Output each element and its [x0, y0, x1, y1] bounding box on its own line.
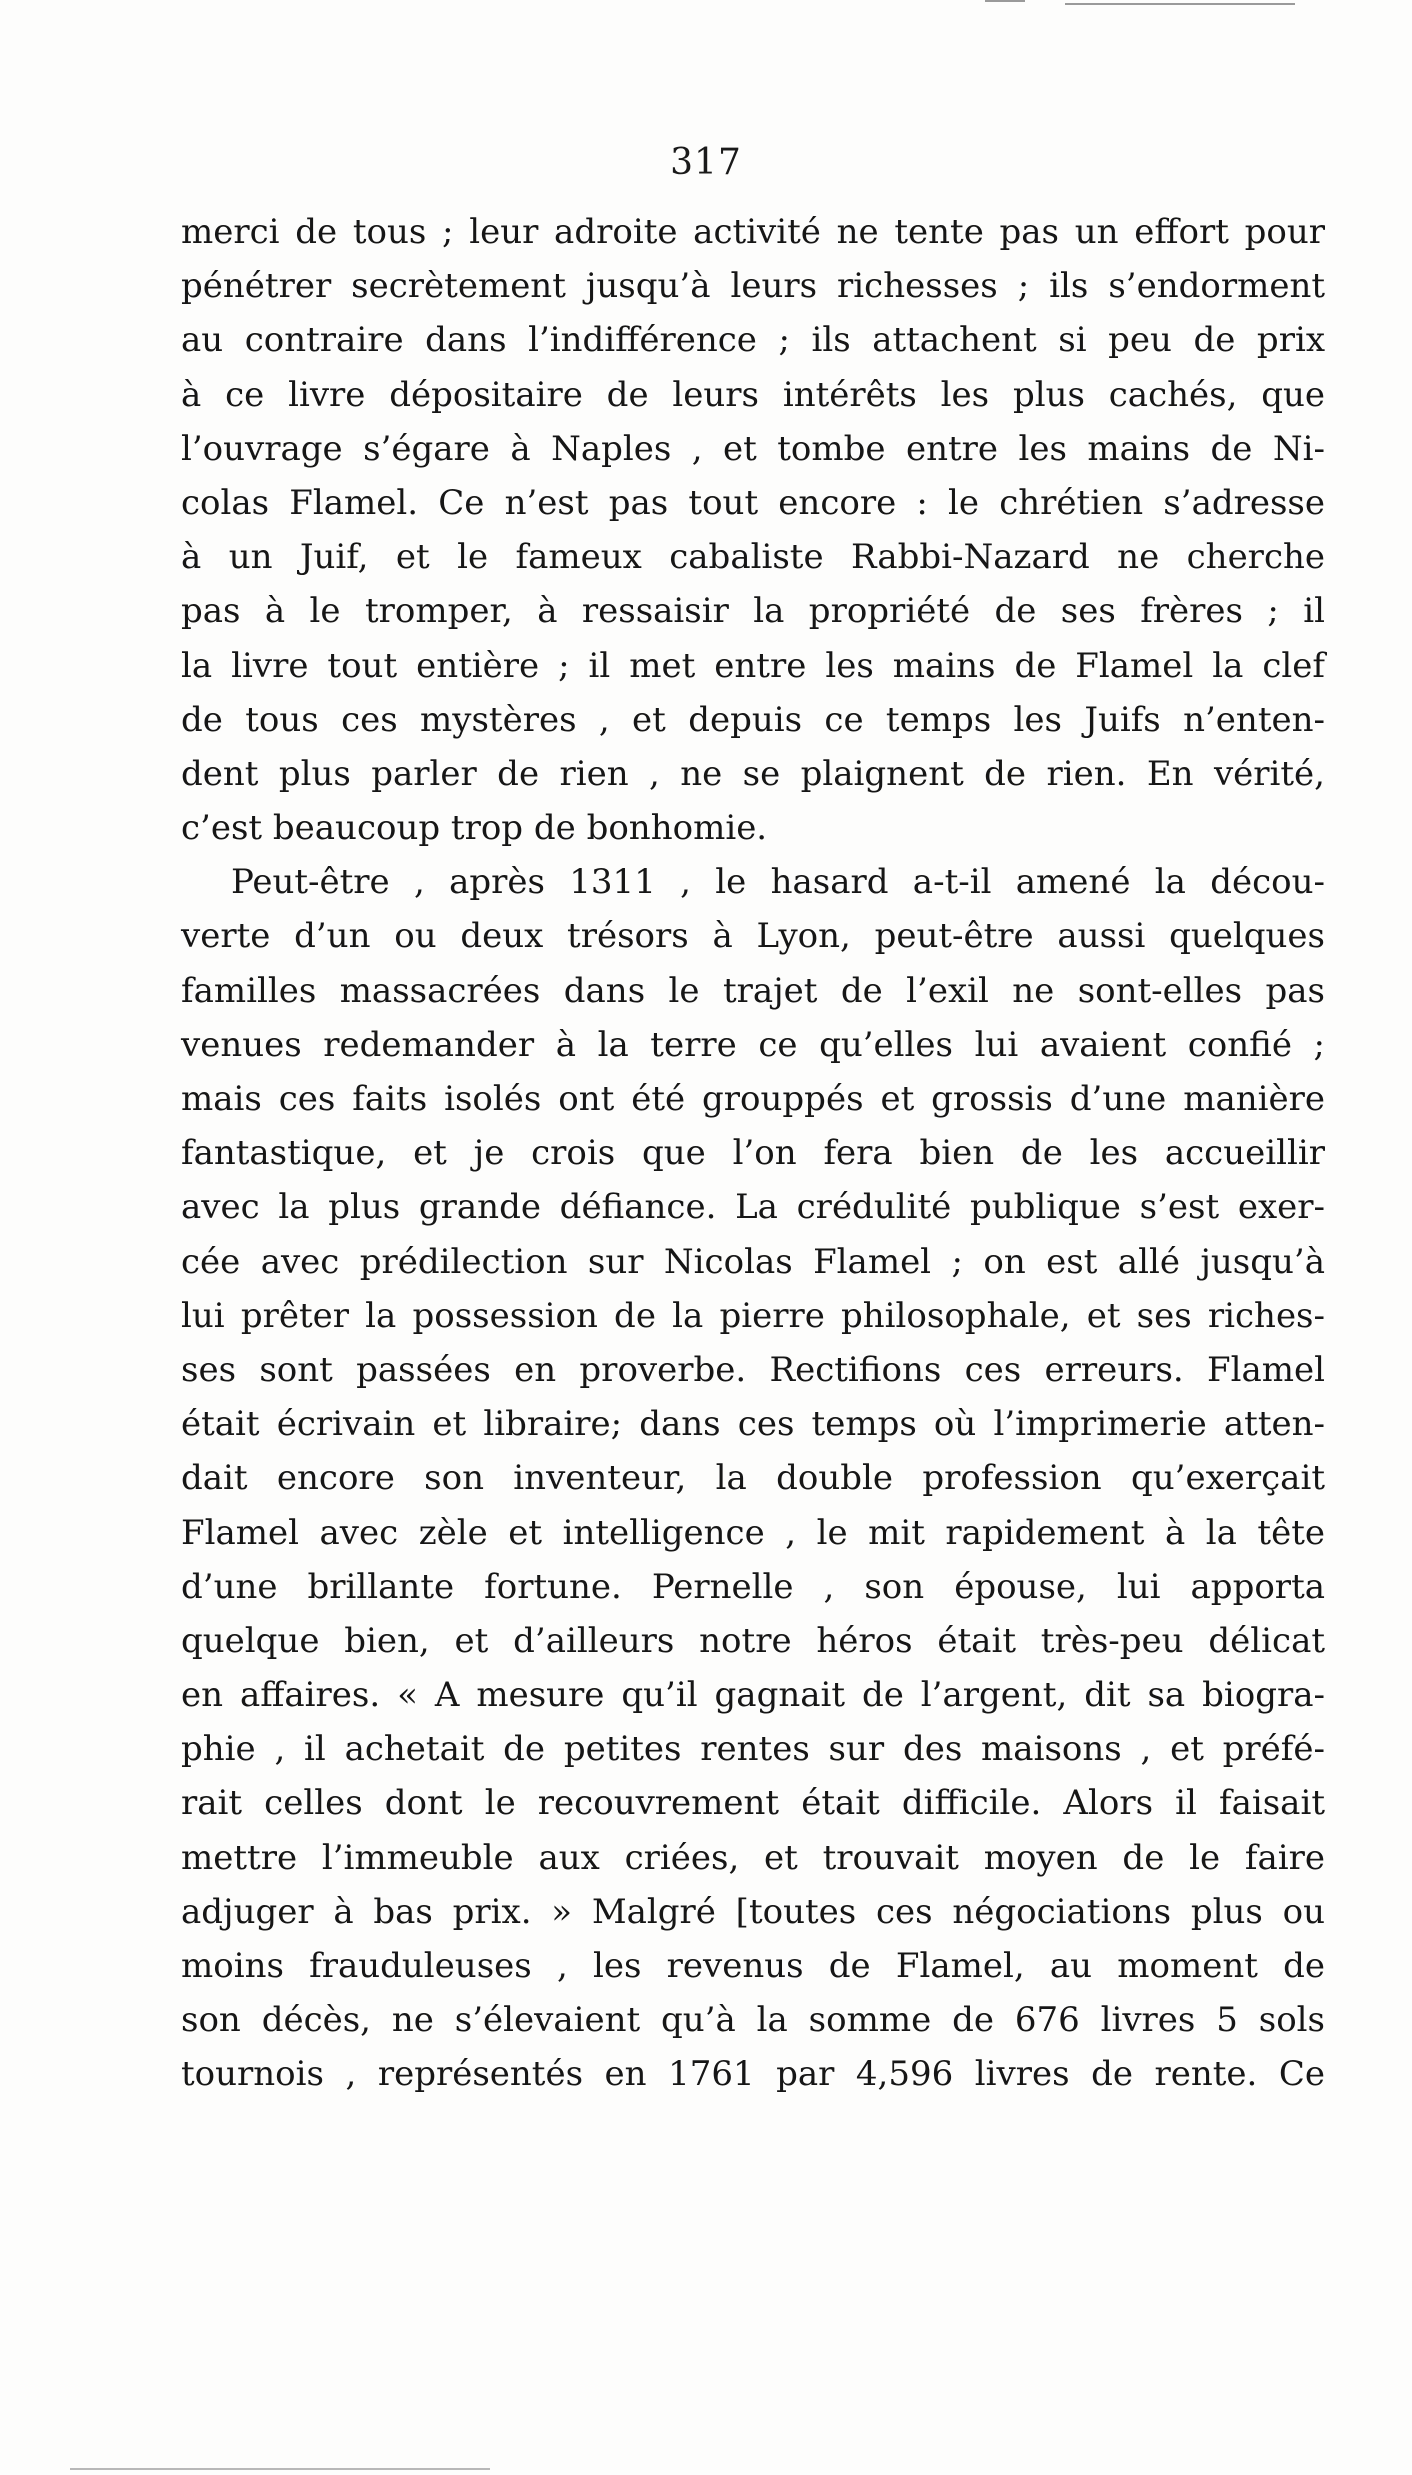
- text-line: son décès, ne s’élevaient qu’à la somme de 676 livres 5 sols: [181, 2000, 1325, 2041]
- scan-mark-bottom: [70, 2468, 490, 2470]
- text-line: dent plus parler de rien , ne se plaignent de rien. En vérité,: [181, 753, 1325, 794]
- text-line: merci de tous ; leur adroite activité ne tente pas un effort pour: [181, 212, 1325, 252]
- text-line: adjuger à bas prix. » Malgré [toutes ces négociations plus ou: [181, 1891, 1325, 1932]
- text-line: mais ces faits isolés ont été grouppés et grossis d’une manière: [181, 1079, 1325, 1119]
- text-line: de tous ces mystères , et depuis ce temps les Juifs n’enten-: [181, 699, 1325, 740]
- text-line: c’est beaucoup trop de bonhomie.: [181, 808, 768, 849]
- text-line: Peut-être , après 1311 , le hasard a-t-il amené la décou-: [231, 862, 1325, 903]
- text-line: l’ouvrage s’égare à Naples , et tombe entre les mains de Ni-: [181, 428, 1325, 469]
- text-line: cée avec prédilection sur Nicolas Flamel ; on est allé jusqu’à: [181, 1241, 1325, 1282]
- text-line: colas Flamel. Ce n’est pas tout encore : le chrétien s’adresse: [181, 482, 1325, 523]
- scan-mark-top: [1065, 3, 1295, 5]
- body-text: [181, 205, 1325, 2102]
- page-number: 317: [670, 142, 742, 183]
- text-line: pas à le tromper, à ressaisir la propriété de ses frères ; il: [181, 591, 1325, 632]
- text-line: d’une brillante fortune. Pernelle , son épouse, lui apporta: [181, 1566, 1325, 1607]
- text-line: rait celles dont le recouvrement était difficile. Alors il faisait: [181, 1783, 1325, 1824]
- text-line: verte d’un ou deux trésors à Lyon, peut-être aussi quelques: [181, 916, 1325, 957]
- text-line: ses sont passées en proverbe. Rectifions ces erreurs. Flamel: [181, 1349, 1325, 1390]
- text-line: à ce livre dépositaire de leurs intérêts les plus cachés, que: [181, 374, 1325, 415]
- text-line: quelque bien, et d’ailleurs notre héros était très-peu délicat: [181, 1620, 1325, 1661]
- text-line: dait encore son inventeur, la double profession qu’exerçait: [181, 1458, 1325, 1499]
- text-line: fantastique, et je crois que l’on fera bien de les accueillir: [181, 1133, 1325, 1174]
- text-line: en affaires. « A mesure qu’il gagnait de l’argent, dit sa biogra-: [181, 1675, 1325, 1716]
- scan-mark-top: [985, 0, 1025, 2]
- text-line: phie , il achetait de petites rentes sur des maisons , et préfé-: [181, 1729, 1325, 1770]
- text-line: venues redemander à la terre ce qu’elles lui avaient confié ;: [181, 1024, 1325, 1065]
- text-line: à un Juif, et le fameux cabaliste Rabbi-Nazard ne cherche: [181, 537, 1325, 578]
- text-line: mettre l’immeuble aux criées, et trouvait moyen de le faire: [181, 1837, 1325, 1878]
- text-line: au contraire dans l’indifférence ; ils attachent si peu de prix: [181, 320, 1325, 361]
- text-line: moins frauduleuses , les revenus de Flamel, au moment de: [181, 1946, 1325, 1986]
- text-line: avec la plus grande défiance. La crédulité publique s’est exer-: [181, 1187, 1325, 1228]
- text-line: était écrivain et libraire; dans ces temps où l’imprimerie atten-: [181, 1404, 1325, 1445]
- text-line: Flamel avec zèle et intelligence , le mit rapidement à la tête: [181, 1512, 1325, 1553]
- text-line: familles massacrées dans le trajet de l’exil ne sont-elles pas: [181, 970, 1325, 1011]
- text-line: tournois , représentés en 1761 par 4,596 livres de rente. Ce: [181, 2054, 1325, 2095]
- text-line: la livre tout entière ; il met entre les mains de Flamel la clef: [181, 645, 1325, 686]
- text-line: lui prêter la possession de la pierre philosophale, et ses riches-: [181, 1295, 1325, 1336]
- text-line: pénétrer secrètement jusqu’à leurs richesses ; ils s’endorment: [181, 266, 1325, 307]
